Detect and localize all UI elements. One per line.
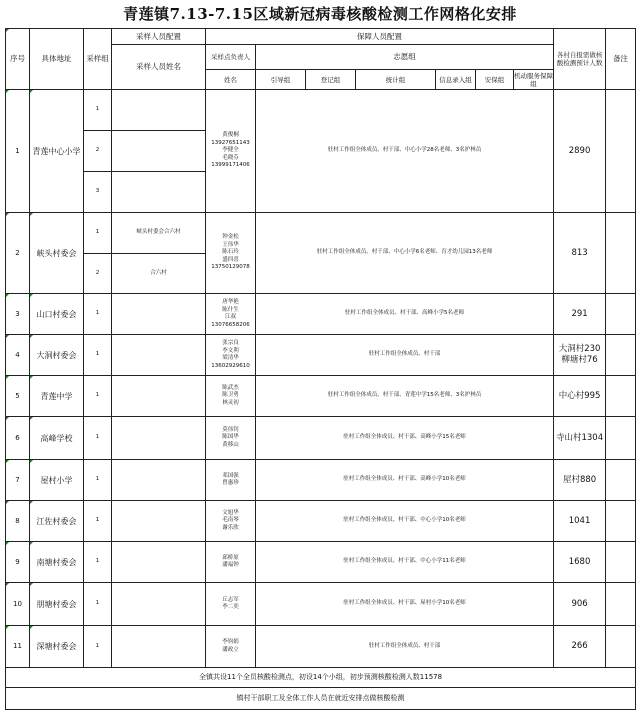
count-line: 中心村995 — [558, 390, 601, 401]
row-count — [554, 335, 606, 376]
group-number: 1 — [95, 351, 100, 358]
row-samplers — [112, 90, 206, 213]
table-row — [6, 501, 636, 542]
count-line: 291 — [571, 308, 588, 319]
header-guide: 引导组 — [256, 70, 306, 90]
row-remark — [606, 460, 636, 501]
row-address: 深塘村委会 — [30, 626, 84, 668]
leader-name: 黄移山 — [222, 441, 239, 448]
leader-name: 盛四喜 — [222, 256, 239, 263]
row-samplers — [112, 335, 206, 376]
row-samplers — [112, 542, 206, 583]
row-seq: 10 — [6, 583, 30, 626]
row-address: 青莲中学 — [30, 376, 84, 417]
row-count — [554, 90, 606, 213]
count-line: 大洞村230 — [558, 344, 601, 354]
schedule-table — [5, 28, 636, 710]
table-row — [6, 460, 636, 501]
row-seq: 3 — [6, 294, 30, 335]
row-address: 高峰学校 — [30, 417, 84, 460]
count-line: 906 — [571, 598, 588, 609]
row-address: 大洞村委会 — [30, 335, 84, 376]
leader-name: 江叔 — [224, 314, 236, 320]
leader-name: 13927651143 — [211, 139, 250, 146]
row-leaders — [206, 583, 256, 626]
leader-name: 王伟华 — [222, 241, 239, 248]
leader-name: 黄俊桐 — [222, 132, 239, 139]
sampler-name: 合六村 — [150, 269, 167, 276]
leader-name: 潘福钟 — [222, 562, 239, 568]
row-seq: 9 — [6, 542, 30, 583]
leader-name: 李文利 — [222, 347, 239, 354]
sampler-name — [112, 542, 205, 582]
row-address: 江佐村委会 — [30, 501, 84, 542]
row-seq: 1 — [6, 90, 30, 213]
row-address: 南塘村委会 — [30, 542, 84, 583]
sampler-name — [112, 294, 205, 334]
row-leaders — [206, 294, 256, 335]
row-seq: 6 — [6, 417, 30, 460]
row-seq: 5 — [6, 376, 30, 417]
row-leaders — [206, 501, 256, 542]
row-samplers — [112, 501, 206, 542]
leader-name: 潘政立 — [222, 646, 239, 653]
row-support: 驻村工作组全体成员、村干部、中心小学11名老师 — [256, 542, 554, 583]
table-row — [6, 213, 636, 294]
count-line: 813 — [571, 247, 588, 258]
group-number: 1 — [95, 558, 100, 565]
leader-name: 陈什生 — [222, 306, 239, 313]
leader-name: 邓国强 — [222, 472, 239, 479]
row-count — [554, 542, 606, 583]
row-remark — [606, 583, 636, 626]
sampler-name: 峡头村委会合六村 — [112, 213, 205, 254]
row-address: 朋塘村委会 — [30, 583, 84, 626]
leader-name: 毛南琴 — [222, 517, 239, 524]
header-sampler-names: 采样人员姓名 — [112, 45, 206, 90]
header-remark: 备注 — [606, 29, 636, 90]
row-groups — [84, 335, 112, 376]
leader-name: 陈国华 — [222, 434, 239, 441]
sampler-name — [112, 131, 205, 172]
row-groups — [84, 90, 112, 213]
sampler-name — [112, 335, 205, 375]
sampler-name — [112, 376, 205, 416]
row-remark — [606, 213, 636, 294]
count-line: 2890 — [568, 145, 591, 156]
leader-name: 李二奕 — [222, 604, 239, 610]
group-number: 1 — [95, 392, 100, 399]
leader-name: 曾惠珍 — [222, 480, 239, 486]
row-seq: 4 — [6, 335, 30, 376]
leader-name: 13750129078 — [211, 264, 250, 271]
row-support: 驻村工作组全体成员、村干部、高峰小学15名老师 — [256, 417, 554, 460]
count-line: 寺山村1304 — [555, 432, 604, 443]
leader-name: 谢乐欣 — [222, 524, 239, 531]
table-row — [6, 417, 636, 460]
table-row — [6, 626, 636, 668]
header-address: 具体地址 — [30, 29, 84, 90]
header-site-leader: 采样点负责人 — [206, 45, 256, 70]
row-leaders — [206, 213, 256, 294]
row-remark — [606, 90, 636, 213]
leader-name: 李健全 — [222, 147, 239, 154]
row-address: 屋村小学 — [30, 460, 84, 501]
leader-name: 林灵初 — [222, 399, 239, 406]
row-count — [554, 583, 606, 626]
row-groups — [84, 542, 112, 583]
row-address: 峡头村委会 — [30, 213, 84, 294]
group-number: 1 — [84, 213, 111, 254]
row-support: 驻村工作组全体成员、村干部、青莲中学15名老师、3名护林员 — [256, 376, 554, 417]
sampler-name — [112, 90, 205, 131]
row-remark — [606, 294, 636, 335]
sampler-name — [112, 583, 205, 625]
page-title: 青莲镇7.13-7.15区域新冠病毒核酸检测工作网格化安排 — [123, 5, 517, 23]
row-support: 驻村工作组全体成员、村干部 — [256, 626, 554, 668]
header-seq: 序号 — [6, 29, 30, 90]
row-support: 驻村工作组全体成员、村干部、屋村小学10名老师 — [256, 583, 554, 626]
table-row — [6, 335, 636, 376]
row-count — [554, 213, 606, 294]
leader-name: 梁清华 — [222, 355, 239, 361]
row-seq: 11 — [6, 626, 30, 668]
table-row — [6, 542, 636, 583]
row-groups — [84, 501, 112, 542]
table-row — [6, 583, 636, 626]
leader-name: 毛晓芬 — [222, 154, 239, 161]
leader-name: 张宗良 — [222, 340, 239, 346]
row-count — [554, 417, 606, 460]
row-leaders — [206, 90, 256, 213]
row-support: 驻村工作组全体成员、村干部、中心小学6名老师、育才幼儿园13名老师 — [256, 213, 554, 294]
table-row — [6, 294, 636, 335]
leader-name: 钟金松 — [222, 234, 239, 241]
leader-name: 陈石玲 — [222, 249, 239, 256]
row-remark — [606, 335, 636, 376]
row-remark — [606, 417, 636, 460]
leader-name: 莫伟钊 — [222, 426, 239, 433]
header-sampler-config: 采样人员配置 — [112, 29, 206, 45]
row-seq: 7 — [6, 460, 30, 501]
sampler-name — [112, 460, 205, 500]
row-remark — [606, 626, 636, 668]
row-groups — [84, 417, 112, 460]
row-seq: 8 — [6, 501, 30, 542]
leader-name: 文旭华 — [222, 509, 239, 516]
group-number: 1 — [84, 90, 111, 131]
header-register: 登记组 — [306, 70, 356, 90]
group-number: 2 — [95, 269, 100, 276]
row-seq: 2 — [6, 213, 30, 294]
row-groups — [84, 583, 112, 626]
row-samplers — [112, 460, 206, 501]
row-groups — [84, 626, 112, 668]
row-address: 青莲中心小学 — [30, 90, 84, 213]
group-number: 1 — [95, 600, 100, 607]
row-samplers — [112, 583, 206, 626]
row-leaders — [206, 376, 256, 417]
row-groups — [84, 460, 112, 501]
group-number: 2 — [84, 131, 111, 172]
row-count — [554, 460, 606, 501]
count-line: 266 — [571, 641, 588, 651]
leader-name: 唐华艳 — [222, 299, 239, 305]
header-village-count: 各村自报需做核酸检测预计人数 — [554, 29, 606, 90]
table-row — [6, 90, 636, 213]
count-line: 柳塘村76 — [561, 355, 598, 365]
count-line: 1680 — [568, 556, 591, 567]
row-support: 驻村工作组全体成员、村干部 — [256, 335, 554, 376]
group-number: 3 — [95, 188, 100, 195]
row-support: 驻村工作组全体成员、村干部、中心小学10名老师 — [256, 501, 554, 542]
row-support: 驻村工作组全体成员、村干部、中心小学28名老师、3名护林员 — [256, 90, 554, 213]
group-number: 1 — [95, 642, 100, 649]
row-samplers — [112, 376, 206, 417]
header-security: 安保组 — [476, 70, 514, 90]
header-name: 姓名 — [206, 70, 256, 90]
row-groups — [84, 294, 112, 335]
leader-name: 陈卫勇 — [222, 392, 239, 399]
leader-name: 李钧娟 — [222, 639, 239, 645]
header-group: 采样组 — [84, 29, 112, 90]
row-groups — [84, 376, 112, 417]
row-samplers — [112, 294, 206, 335]
group-number: 1 — [95, 476, 100, 483]
sampler-name — [112, 172, 205, 212]
header-mobile: 机动服务保障组 — [514, 71, 554, 88]
row-support: 驻村工作组全体成员、村干部、高峰小学10名老师 — [256, 460, 554, 501]
group-number: 1 — [95, 310, 100, 317]
leader-name: 丘志军 — [222, 596, 239, 603]
header-support-config: 保障人员配置 — [206, 29, 554, 45]
row-leaders — [206, 542, 256, 583]
row-support: 驻村工作组全体成员、村干部、高峰小学5名老师 — [256, 294, 554, 335]
row-leaders — [206, 417, 256, 460]
table-row — [6, 376, 636, 417]
leader-name: 邱桥原 — [222, 554, 239, 561]
row-leaders — [206, 626, 256, 668]
row-leaders — [206, 335, 256, 376]
header-stats: 统计组 — [356, 70, 436, 90]
row-count — [554, 626, 606, 668]
group-number: 1 — [95, 434, 100, 441]
header-info-entry: 信息录入组 — [436, 70, 476, 90]
row-samplers — [112, 626, 206, 668]
count-line: 屋村880 — [562, 474, 597, 485]
summary-row: 全镇共设11个全员核酸检测点，初设14个小组，初步预测核酸检测人数11578 — [6, 668, 636, 688]
row-leaders — [206, 460, 256, 501]
leader-name: 陈武杰 — [222, 384, 239, 391]
row-samplers — [112, 213, 206, 294]
row-count — [554, 376, 606, 417]
count-line: 1041 — [568, 515, 591, 526]
row-remark — [606, 542, 636, 583]
row-groups — [84, 213, 112, 294]
row-count — [554, 294, 606, 335]
row-remark — [606, 501, 636, 542]
leader-name: 13999171406 — [211, 162, 250, 169]
leader-name: 13076658206 — [211, 321, 250, 328]
header-volunteer-group: 志愿组 — [256, 45, 554, 70]
footer-row: 镇村干部职工及全体工作人员在就近安排点做核酸检测 — [6, 688, 636, 710]
row-remark — [606, 376, 636, 417]
sampler-name — [112, 501, 205, 541]
leader-name: 13602929610 — [211, 362, 250, 369]
sampler-name — [112, 626, 205, 667]
row-count — [554, 501, 606, 542]
sampler-name — [112, 417, 205, 459]
group-number: 1 — [95, 517, 100, 524]
row-samplers — [112, 417, 206, 460]
row-address: 山口村委会 — [30, 294, 84, 335]
